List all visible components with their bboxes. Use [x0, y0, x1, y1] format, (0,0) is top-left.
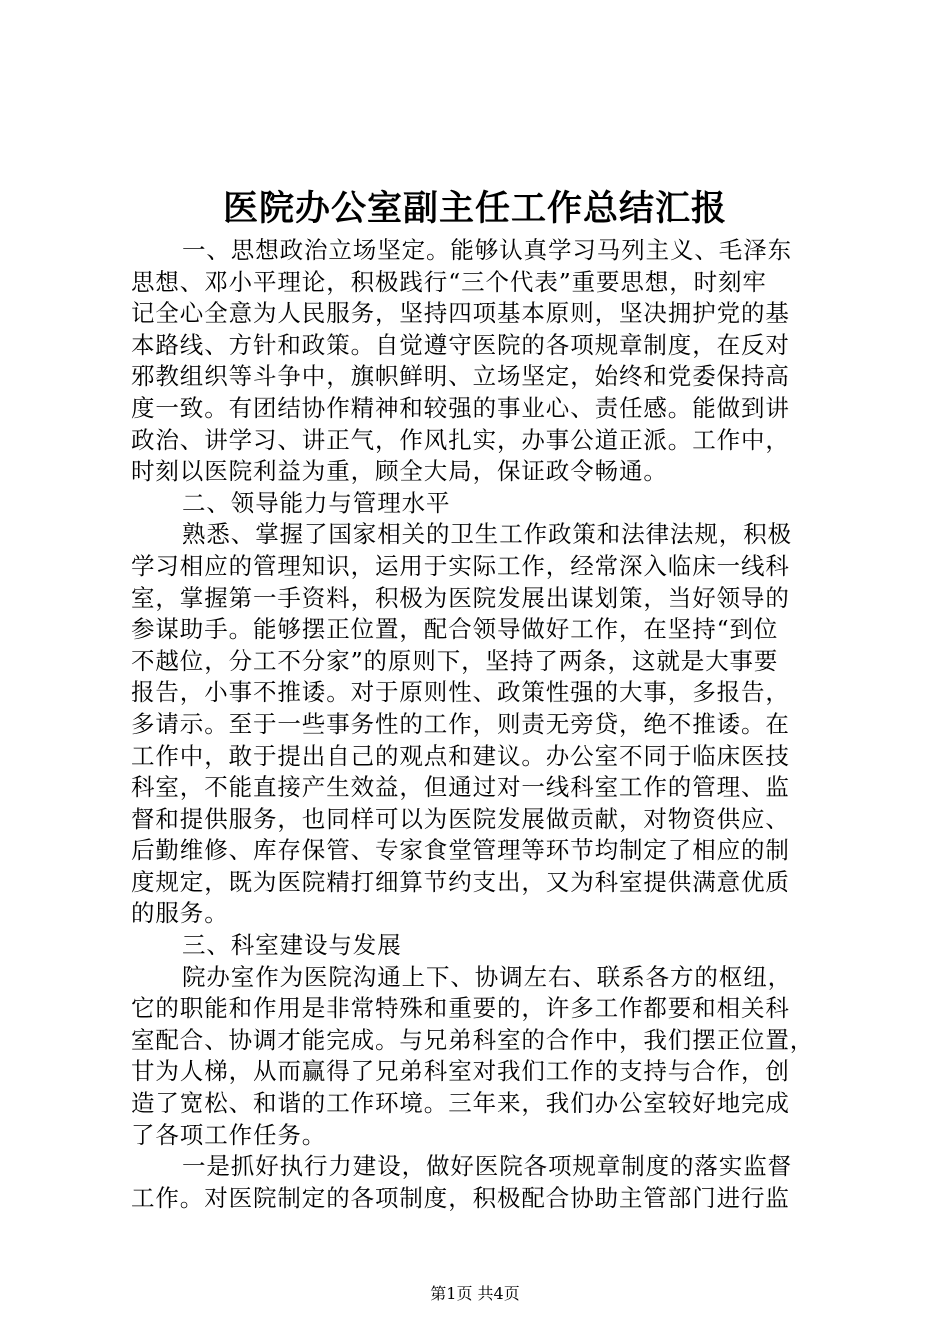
- paragraph-line: 度规定，既为医院精打细算节约支出，又为科室提供满意优质: [131, 867, 790, 896]
- paragraph-line: 时刻以医院利益为重，顾全大局，保证政令畅通。: [131, 457, 668, 486]
- paragraph-line: 工作中，敢于提出自己的观点和建议。办公室不同于临床医技: [131, 741, 790, 770]
- paragraph-line: 科室，不能直接产生效益，但通过对一线科室工作的管理、监: [131, 773, 790, 802]
- paragraph-line: 熟悉、掌握了国家相关的卫生工作政策和法律法规，积极: [182, 520, 792, 549]
- paragraph-line: 参谋助手。能够摆正位置，配合领导做好工作，在坚持“到位: [131, 615, 779, 644]
- paragraph-line: 邪教组织等斗争中，旗帜鲜明、立场坚定，始终和党委保持高: [131, 362, 790, 391]
- paragraph-line: 院办室作为医院沟通上下、协调左右、联系各方的枢纽，: [182, 962, 792, 991]
- paragraph-line: 多请示。至于一些事务性的工作，则责无旁贷，绝不推诿。在: [131, 709, 790, 738]
- paragraph-line: 督和提供服务，也同样可以为医院发展做贡献，对物资供应、: [131, 804, 790, 833]
- document-body: [131, 235, 836, 1214]
- paragraph-line: 甘为人梯，从而赢得了兄弟科室对我们工作的支持与合作，创: [131, 1057, 790, 1086]
- paragraph-line: 不越位，分工不分家”的原则下，坚持了两条，这就是大事要: [131, 646, 779, 675]
- paragraph-line: 它的职能和作用是非常特殊和重要的，许多工作都要和相关科: [131, 994, 790, 1023]
- paragraph-line: 室，掌握第一手资料，积极为医院发展出谋划策，当好领导的: [131, 583, 790, 612]
- paragraph-line: 工作。对医院制定的各项制度，积极配合协助主管部门进行监: [131, 1183, 790, 1212]
- paragraph-line: 记全心全意为人民服务，坚持四项基本原则，坚决拥护党的基: [131, 299, 790, 328]
- paragraph-line: 的服务。: [131, 899, 229, 928]
- section-heading: 二、领导能力与管理水平: [182, 488, 451, 517]
- paragraph-line: 报告，小事不推诿。对于原则性、政策性强的大事，多报告，: [131, 678, 790, 707]
- paragraph-line: 学习相应的管理知识，运用于实际工作，经常深入临床一线科: [131, 551, 790, 580]
- page-footer: 第1页 共4页: [430, 1284, 520, 1303]
- document-title: 医院办公室副主任工作总结汇报: [222, 188, 727, 229]
- paragraph-line: 政治、讲学习、讲正气，作风扎实，办事公道正派。工作中，: [131, 425, 790, 454]
- section-heading: 三、科室建设与发展: [182, 931, 402, 960]
- paragraph-line: 造了宽松、和谐的工作环境。三年来，我们办公室较好地完成: [131, 1089, 790, 1118]
- paragraph-line: 后勤维修、库存保管、专家食堂管理等环节均制定了相应的制: [131, 836, 790, 865]
- paragraph-line: 室配合、协调才能完成。与兄弟科室的合作中，我们摆正位置，: [131, 1025, 815, 1054]
- paragraph-line: 本路线、方针和政策。自觉遵守医院的各项规章制度，在反对: [131, 330, 790, 359]
- paragraph-line: 度一致。有团结协作精神和较强的事业心、责任感。能做到讲: [131, 393, 790, 422]
- paragraph-line: 思想、邓小平理论，积极践行“三个代表”重要思想，时刻牢: [131, 267, 767, 296]
- paragraph-line: 了各项工作任务。: [131, 1120, 327, 1149]
- paragraph-line: 一是抓好执行力建设，做好医院各项规章制度的落实监督: [182, 1152, 792, 1181]
- paragraph-line: 一、思想政治立场坚定。能够认真学习马列主义、毛泽东: [182, 236, 792, 264]
